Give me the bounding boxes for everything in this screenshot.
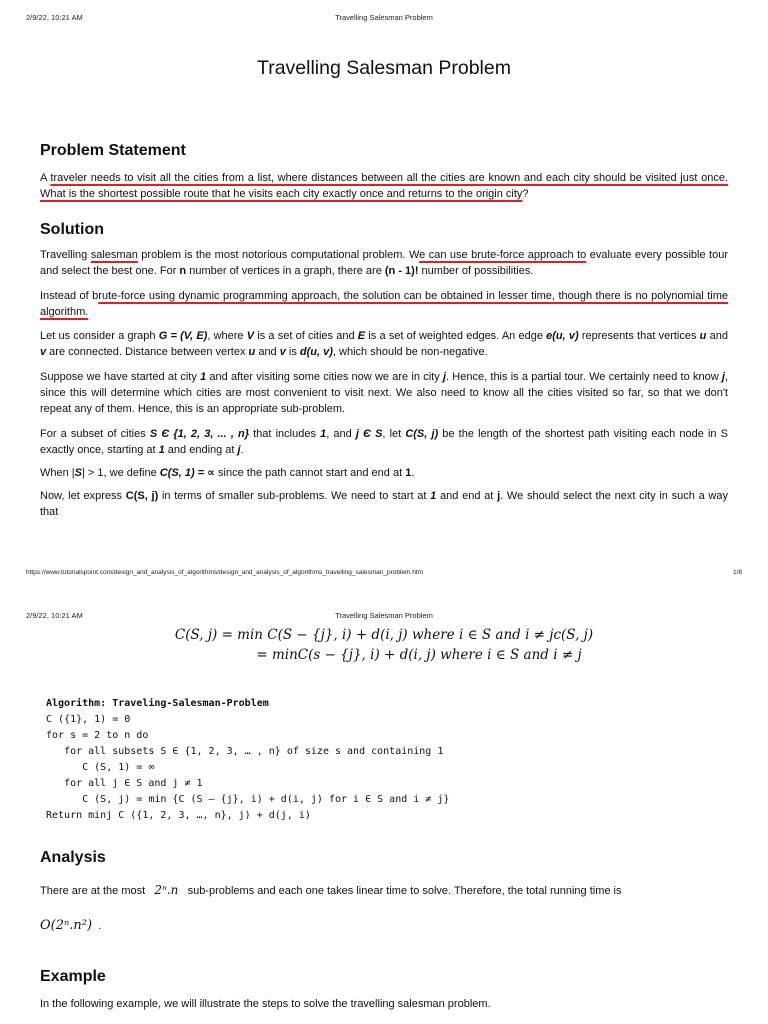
algorithm-block xyxy=(46,696,449,824)
solution-paragraph-3: Let us consider a graph G = (V, E), where V is a set of cities and E is a set of weighted edges. An edge e(u, v) represents that vertices u and v are connected. Distance between vertex u and v is d(u, v), which should be non-negative. xyxy=(40,330,728,358)
print-datetime: 2/9/22, 10:21 AM xyxy=(26,13,83,22)
algorithm-line: C (S, 1) = ∞ xyxy=(46,762,155,773)
example-heading: Example xyxy=(40,968,106,985)
print-header xyxy=(26,13,742,25)
problem-statement-heading: Problem Statement xyxy=(40,142,186,159)
solution-heading: Solution xyxy=(40,221,104,238)
solution-paragraph-4: Suppose we have started at city 1 and after visiting some cities now we are in city j. Hence, this is a partial tour. We certainly need to know j, since this will determine which cities are most convenient to visit next. We also need to know all the cities visited so far, so that we don't repeat any of them. Hence, this is an appropriate sub-problem. xyxy=(40,371,728,415)
print-datetime-2: 2/9/22, 10:21 AM xyxy=(26,611,83,620)
solution-paragraph-1: Travelling salesman problem is the most notorious computational problem. We can use brute-force approach to evaluate every possible tour and select the best one. For n number of vertices in a graph, there are (n - 1)! number of possibilities. xyxy=(40,249,728,277)
page-title: Travelling Salesman Problem xyxy=(257,57,511,79)
print-header-2 xyxy=(26,611,742,623)
problem-statement-text: A traveler needs to visit all the cities from a list, where distances between all the cities are known and each city should be visited just once. What is the shortest possible route that he visits each city exactly once and returns to the origin city? xyxy=(40,172,728,200)
algorithm-line: for s = 2 to n do xyxy=(46,730,149,741)
algorithm-line: Return minj C ({1, 2, 3, …, n}, j) + d(j, i) xyxy=(46,810,311,821)
algorithm-line: C ({1}, 1) = 0 xyxy=(46,714,131,725)
source-url: https://www.tutorialspoint.com/design_and_analysis_of_algorithms/design_and_analysis_of_algorithms_travelling_salesman_problem.htm xyxy=(26,569,424,576)
recurrence-equation-line-2: = minC(s − {j}, i) + d(i, j) where i ∈ S and i ≠ j xyxy=(256,647,582,663)
algorithm-line: C (S, j) = min {C (S – {j}, i) + d(i, j) for i Є S and i ≠ j} xyxy=(46,794,450,805)
algorithm-line: for all j Є S and j ≠ 1 xyxy=(46,778,203,789)
algorithm-line: for all subsets S Є {1, 2, 3, … , n} of size s and containing 1 xyxy=(46,746,444,757)
recurrence-equation-line-1: C(S, j) = min C(S − {j}, i) + d(i, j) where i ∈ S and i ≠ jc(S, j) xyxy=(174,627,594,643)
analysis-heading: Analysis xyxy=(40,849,106,866)
solution-paragraph-5: For a subset of cities S Є {1, 2, 3, ... , n} that includes 1, and j Є S, let C(S, j) be the length of the shortest path visiting each node in S exactly once, starting at 1 and ending at j. xyxy=(40,428,728,456)
print-title: Travelling Salesman Problem xyxy=(335,13,433,22)
math-2n-n: 2ⁿ.n xyxy=(154,883,179,897)
page-separator xyxy=(0,585,768,597)
solution-paragraph-7: Now, let express C(S, j) in terms of smaller sub-problems. We need to start at 1 and end at j. We should select the next city in such a way that xyxy=(40,490,728,518)
running-time-expression: O(2ⁿ.n²) . xyxy=(40,918,102,933)
solution-paragraph-6: When |S| > 1, we define C(S, 1) = ∝ since the path cannot start and end at 1. xyxy=(40,467,415,479)
analysis-paragraph: There are at the most 2ⁿ.n sub-problems and each one takes linear time to solve. Therefore, the total running time is xyxy=(40,883,622,897)
example-intro-text: In the following example, we will illustrate the steps to solve the travelling salesman problem. xyxy=(40,998,491,1010)
solution-paragraph-2: Instead of brute-force using dynamic programming approach, the solution can be obtained in lesser time, though there is no polynomial time algorithm. xyxy=(40,290,728,318)
page-number: 1/8 xyxy=(732,569,742,576)
print-footer xyxy=(26,569,742,581)
algorithm-title: Algorithm: Traveling-Salesman-Problem xyxy=(46,698,269,709)
print-title-2: Travelling Salesman Problem xyxy=(335,611,433,620)
